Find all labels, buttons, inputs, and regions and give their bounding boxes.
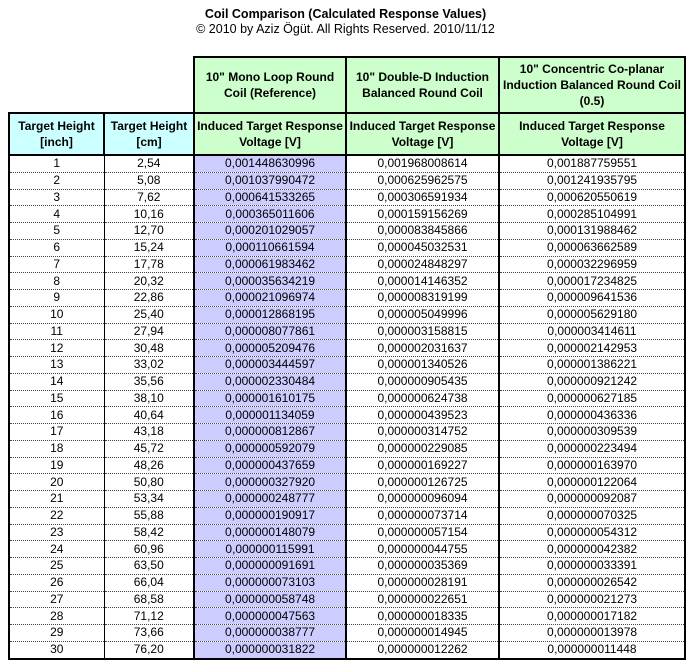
cell-voltage-double-d: 0,000000624738 <box>346 390 499 407</box>
cell-voltage-mono: 0,000000091691 <box>194 558 346 575</box>
cell-voltage-double-d: 0,000000012262 <box>346 641 499 658</box>
cell-voltage-mono: 0,000061983462 <box>194 256 346 273</box>
cell-target-height-inch: 4 <box>9 206 104 223</box>
cell-target-height-cm: 66,04 <box>104 574 194 591</box>
cell-voltage-mono: 0,000000148079 <box>194 524 346 541</box>
cell-voltage-double-d: 0,000083845866 <box>346 223 499 240</box>
table-row <box>9 507 685 524</box>
cell-voltage-mono: 0,000001134059 <box>194 407 346 424</box>
cell-voltage-double-d: 0,000008319199 <box>346 290 499 307</box>
cell-target-height-cm: 50,80 <box>104 474 194 491</box>
cell-voltage-concentric: 0,000000163970 <box>499 457 685 474</box>
cell-voltage-concentric: 0,000005629180 <box>499 306 685 323</box>
cell-voltage-concentric: 0,000000011448 <box>499 641 685 658</box>
cell-voltage-double-d: 0,000000035369 <box>346 558 499 575</box>
cell-voltage-double-d: 0,000014146352 <box>346 273 499 290</box>
cell-target-height-cm: 22,86 <box>104 290 194 307</box>
cell-voltage-mono: 0,000000031822 <box>194 641 346 658</box>
cell-voltage-double-d: 0,000000905435 <box>346 373 499 390</box>
cell-voltage-concentric: 0,000131988462 <box>499 223 685 240</box>
cell-voltage-double-d: 0,000000096094 <box>346 491 499 508</box>
table-row <box>9 172 685 189</box>
cell-target-height-cm: 2,54 <box>104 155 194 172</box>
table-row <box>9 290 685 307</box>
cell-voltage-double-d: 0,000002031637 <box>346 340 499 357</box>
cell-target-height-inch: 30 <box>9 641 104 658</box>
cell-target-height-cm: 30,48 <box>104 340 194 357</box>
cell-target-height-cm: 43,18 <box>104 424 194 441</box>
cell-voltage-mono: 0,000000327920 <box>194 474 346 491</box>
cell-target-height-cm: 48,26 <box>104 457 194 474</box>
cell-target-height-cm: 55,88 <box>104 507 194 524</box>
cell-voltage-mono: 0,000201029057 <box>194 223 346 240</box>
table-row <box>9 357 685 374</box>
cell-target-height-cm: 10,16 <box>104 206 194 223</box>
table-row <box>9 625 685 642</box>
cell-target-height-inch: 18 <box>9 440 104 457</box>
cell-target-height-cm: 17,78 <box>104 256 194 273</box>
cell-voltage-concentric: 0,000000054312 <box>499 524 685 541</box>
cell-target-height-cm: 15,24 <box>104 239 194 256</box>
cell-target-height-inch: 6 <box>9 239 104 256</box>
cell-voltage-double-d: 0,000000022651 <box>346 591 499 608</box>
cell-voltage-concentric: 0,000000309539 <box>499 424 685 441</box>
cell-voltage-concentric: 0,000017234825 <box>499 273 685 290</box>
cell-voltage-double-d: 0,000000439523 <box>346 407 499 424</box>
cell-target-height-inch: 11 <box>9 323 104 340</box>
cell-voltage-double-d: 0,000000028191 <box>346 574 499 591</box>
cell-voltage-double-d: 0,000000044755 <box>346 541 499 558</box>
cell-target-height-inch: 28 <box>9 608 104 625</box>
cell-voltage-mono: 0,000000248777 <box>194 491 346 508</box>
cell-target-height-cm: 27,94 <box>104 323 194 340</box>
cell-voltage-double-d: 0,000159156269 <box>346 206 499 223</box>
table-row <box>9 558 685 575</box>
cell-voltage-mono: 0,000035634219 <box>194 273 346 290</box>
cell-voltage-concentric: 0,000003414611 <box>499 323 685 340</box>
table-row <box>9 189 685 206</box>
cell-voltage-concentric: 0,000000122064 <box>499 474 685 491</box>
coil-comparison-table <box>8 56 686 660</box>
cell-target-height-cm: 33,02 <box>104 357 194 374</box>
cell-target-height-cm: 38,10 <box>104 390 194 407</box>
coil-header-concentric: 10" Concentric Co-planar Induction Balanced Round Coil (0.5) <box>499 57 685 113</box>
cell-voltage-double-d: 0,000005049996 <box>346 306 499 323</box>
cell-voltage-mono: 0,000012868195 <box>194 306 346 323</box>
cell-target-height-cm: 45,72 <box>104 440 194 457</box>
table-row <box>9 390 685 407</box>
cell-voltage-mono: 0,000000073103 <box>194 574 346 591</box>
cell-voltage-mono: 0,000365011606 <box>194 206 346 223</box>
table-row <box>9 457 685 474</box>
table-row <box>9 474 685 491</box>
table-body <box>9 155 685 659</box>
cell-voltage-double-d: 0,001968008614 <box>346 155 499 172</box>
table-row <box>9 373 685 390</box>
cell-voltage-double-d: 0,000000018335 <box>346 608 499 625</box>
cell-voltage-concentric: 0,000000921242 <box>499 373 685 390</box>
cell-target-height-cm: 73,66 <box>104 625 194 642</box>
cell-voltage-double-d: 0,000003158815 <box>346 323 499 340</box>
cell-voltage-mono: 0,001448630996 <box>194 155 346 172</box>
cell-voltage-mono: 0,000000812867 <box>194 424 346 441</box>
cell-target-height-inch: 15 <box>9 390 104 407</box>
col-header-voltage-double-d: Induced Target Response Voltage [V] <box>346 113 499 155</box>
cell-target-height-inch: 1 <box>9 155 104 172</box>
cell-target-height-cm: 58,42 <box>104 524 194 541</box>
page-title: Coil Comparison (Calculated Response Values) <box>204 7 487 21</box>
cell-voltage-concentric: 0,000000033391 <box>499 558 685 575</box>
cell-voltage-concentric: 0,000009641536 <box>499 290 685 307</box>
table-row <box>9 206 685 223</box>
cell-voltage-concentric: 0,000000436336 <box>499 407 685 424</box>
col-header-target-height-inch: Target Height [inch] <box>9 113 104 155</box>
cell-voltage-concentric: 0,000000092087 <box>499 491 685 508</box>
cell-target-height-cm: 53,34 <box>104 491 194 508</box>
cell-voltage-double-d: 0,000000126725 <box>346 474 499 491</box>
cell-voltage-concentric: 0,000000042382 <box>499 541 685 558</box>
cell-voltage-double-d: 0,000000014945 <box>346 625 499 642</box>
table-row <box>9 524 685 541</box>
cell-target-height-inch: 7 <box>9 256 104 273</box>
cell-voltage-mono: 0,000002330484 <box>194 373 346 390</box>
cell-target-height-inch: 5 <box>9 223 104 240</box>
cell-voltage-mono: 0,000641533265 <box>194 189 346 206</box>
cell-voltage-concentric: 0,000620550619 <box>499 189 685 206</box>
table-row <box>9 591 685 608</box>
cell-target-height-cm: 5,08 <box>104 172 194 189</box>
cell-target-height-inch: 10 <box>9 306 104 323</box>
cell-voltage-double-d: 0,000045032531 <box>346 239 499 256</box>
table-row <box>9 340 685 357</box>
cell-voltage-concentric: 0,000000013978 <box>499 625 685 642</box>
cell-voltage-concentric: 0,001241935795 <box>499 172 685 189</box>
coil-header-row <box>9 57 685 113</box>
cell-target-height-inch: 22 <box>9 507 104 524</box>
cell-voltage-concentric: 0,000000223494 <box>499 440 685 457</box>
blank-corner <box>9 57 194 113</box>
cell-target-height-cm: 71,12 <box>104 608 194 625</box>
cell-target-height-cm: 40,64 <box>104 407 194 424</box>
cell-target-height-inch: 27 <box>9 591 104 608</box>
cell-target-height-cm: 68,58 <box>104 591 194 608</box>
coil-header-double-d: 10" Double-D Induction Balanced Round Coil <box>346 57 499 113</box>
cell-target-height-inch: 3 <box>9 189 104 206</box>
cell-target-height-cm: 20,32 <box>104 273 194 290</box>
cell-voltage-mono: 0,000000190917 <box>194 507 346 524</box>
table-row <box>9 440 685 457</box>
table-row <box>9 256 685 273</box>
cell-target-height-inch: 20 <box>9 474 104 491</box>
cell-target-height-inch: 23 <box>9 524 104 541</box>
table-row <box>9 641 685 658</box>
copyright-line: © 2010 by Aziz Ögüt. All Rights Reserved. 2010/11/12 <box>196 22 495 36</box>
cell-voltage-mono: 0,001037990472 <box>194 172 346 189</box>
cell-voltage-concentric: 0,000000026542 <box>499 574 685 591</box>
cell-voltage-concentric: 0,001887759551 <box>499 155 685 172</box>
cell-voltage-mono: 0,000003444597 <box>194 357 346 374</box>
table-row <box>9 541 685 558</box>
cell-voltage-double-d: 0,000000229085 <box>346 440 499 457</box>
cell-voltage-concentric: 0,000063662589 <box>499 239 685 256</box>
cell-target-height-inch: 17 <box>9 424 104 441</box>
cell-target-height-inch: 16 <box>9 407 104 424</box>
col-header-target-height-cm: Target Height [cm] <box>104 113 194 155</box>
cell-target-height-inch: 12 <box>9 340 104 357</box>
cell-voltage-double-d: 0,000001340526 <box>346 357 499 374</box>
cell-voltage-concentric: 0,000000070325 <box>499 507 685 524</box>
table-row <box>9 491 685 508</box>
table-row <box>9 223 685 240</box>
cell-voltage-concentric: 0,000000021273 <box>499 591 685 608</box>
cell-voltage-mono: 0,000021096974 <box>194 290 346 307</box>
cell-target-height-inch: 29 <box>9 625 104 642</box>
table-row <box>9 239 685 256</box>
cell-target-height-inch: 26 <box>9 574 104 591</box>
cell-target-height-cm: 63,50 <box>104 558 194 575</box>
table-row <box>9 424 685 441</box>
cell-target-height-cm: 25,40 <box>104 306 194 323</box>
cell-target-height-inch: 19 <box>9 457 104 474</box>
cell-voltage-double-d: 0,000000073714 <box>346 507 499 524</box>
cell-voltage-mono: 0,000008077861 <box>194 323 346 340</box>
cell-voltage-concentric: 0,000000627185 <box>499 390 685 407</box>
cell-target-height-cm: 35,56 <box>104 373 194 390</box>
cell-voltage-double-d: 0,000000169227 <box>346 457 499 474</box>
cell-voltage-double-d: 0,000625962575 <box>346 172 499 189</box>
table-row <box>9 306 685 323</box>
cell-voltage-mono: 0,000000437659 <box>194 457 346 474</box>
cell-voltage-mono: 0,000000115991 <box>194 541 346 558</box>
cell-target-height-inch: 8 <box>9 273 104 290</box>
table-row <box>9 323 685 340</box>
column-header-row <box>9 113 685 155</box>
cell-voltage-concentric: 0,000032296959 <box>499 256 685 273</box>
cell-target-height-cm: 7,62 <box>104 189 194 206</box>
cell-target-height-inch: 13 <box>9 357 104 374</box>
header-block <box>0 0 691 37</box>
cell-voltage-mono: 0,000000058748 <box>194 591 346 608</box>
cell-target-height-inch: 21 <box>9 491 104 508</box>
col-header-voltage-mono: Induced Target Response Voltage [V] <box>194 113 346 155</box>
cell-voltage-mono: 0,000000047563 <box>194 608 346 625</box>
cell-voltage-mono: 0,000000038777 <box>194 625 346 642</box>
cell-voltage-concentric: 0,000001386221 <box>499 357 685 374</box>
table-row <box>9 608 685 625</box>
cell-voltage-double-d: 0,000000057154 <box>346 524 499 541</box>
col-header-voltage-concentric: Induced Target Response Voltage [V] <box>499 113 685 155</box>
cell-target-height-cm: 60,96 <box>104 541 194 558</box>
table-row <box>9 407 685 424</box>
cell-voltage-double-d: 0,000024848297 <box>346 256 499 273</box>
table-row <box>9 273 685 290</box>
cell-voltage-concentric: 0,000002142953 <box>499 340 685 357</box>
cell-voltage-double-d: 0,000000314752 <box>346 424 499 441</box>
cell-target-height-inch: 25 <box>9 558 104 575</box>
cell-voltage-mono: 0,000005209476 <box>194 340 346 357</box>
cell-voltage-concentric: 0,000000017182 <box>499 608 685 625</box>
cell-voltage-concentric: 0,000285104991 <box>499 206 685 223</box>
cell-voltage-mono: 0,000001610175 <box>194 390 346 407</box>
cell-voltage-mono: 0,000110661594 <box>194 239 346 256</box>
cell-target-height-cm: 12,70 <box>104 223 194 240</box>
cell-voltage-mono: 0,000000592079 <box>194 440 346 457</box>
cell-voltage-double-d: 0,000306591934 <box>346 189 499 206</box>
cell-target-height-inch: 2 <box>9 172 104 189</box>
coil-header-mono-loop: 10" Mono Loop Round Coil (Reference) <box>194 57 346 113</box>
cell-target-height-inch: 24 <box>9 541 104 558</box>
cell-target-height-inch: 9 <box>9 290 104 307</box>
table-row <box>9 155 685 172</box>
table-row <box>9 574 685 591</box>
cell-target-height-inch: 14 <box>9 373 104 390</box>
cell-target-height-cm: 76,20 <box>104 641 194 658</box>
